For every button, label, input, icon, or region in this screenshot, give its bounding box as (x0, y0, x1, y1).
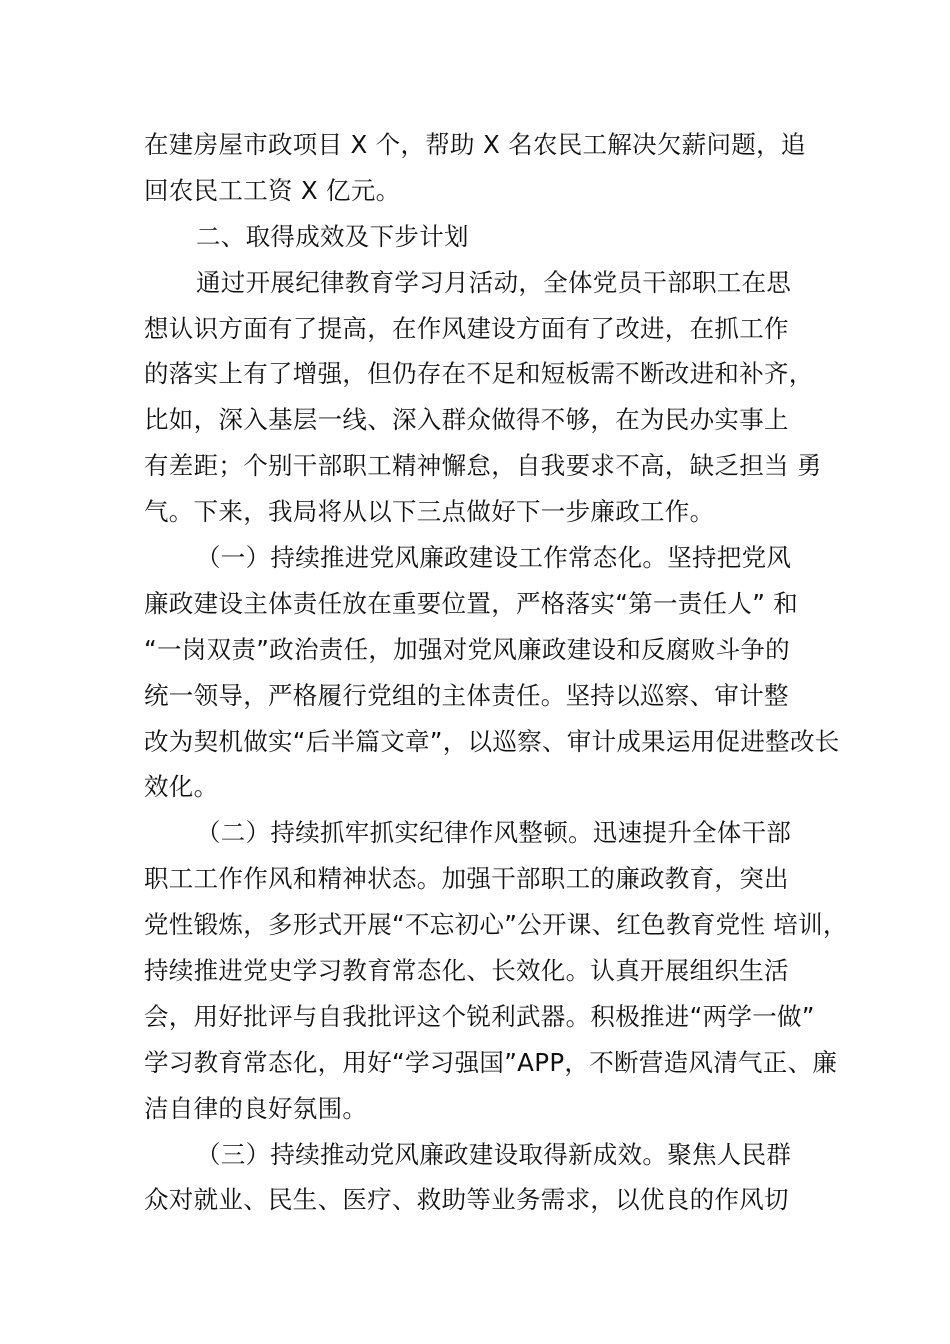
text-line: 想认识方面有了提高，在作风建设方面有了改进，在抓工作 (144, 313, 789, 343)
text-line: （一）持续推进党风廉政建设工作常态化。坚持把党风 (196, 543, 792, 573)
text-line: “一岗双责”政治责任，加强对党风廉政建设和反腐败斗争的 (144, 634, 790, 664)
text-line: 廉政建设主体责任放在重要位置，严格落实“第一责任人” 和 (144, 588, 799, 618)
text-line: 改为契机做实“后半篇文章”，以巡察、审计成果运用促进整改长 (144, 726, 840, 756)
text-line: 众对就业、民生、医疗、救助等业务需求，以优良的作风切 (144, 1185, 789, 1215)
text-line: 气。下来，我局将从以下三点做好下一步廉政工作。 (144, 497, 715, 527)
text-line: 比如，深入基层一线、深入群众做得不够，在为民办实事上 (144, 405, 789, 435)
text-line: 洁自律的良好氛围。 (144, 1093, 368, 1123)
text-line: 效化。 (144, 772, 219, 802)
text-line: 的落实上有了增强，但仍存在不足和短板需不断改进和补齐， (144, 359, 814, 389)
text-line: 通过开展纪律教育学习月活动，全体党员干部职工在思 (196, 267, 792, 297)
text-line: 持续推进党史学习教育常态化、长效化。认真开展组织生活 (144, 956, 789, 986)
text-line: 学习教育常态化，用好“学习强国”APP，不断营造风清气正、廉 (144, 1047, 838, 1077)
document-body (144, 122, 848, 1223)
text-line: （三）持续推动党风廉政建设取得新成效。聚焦人民群 (196, 1139, 792, 1169)
text-line: 会，用好批评与自我批评这个锐利武器。积极推进“两学一做” (144, 1001, 815, 1031)
text-line: 二、取得成效及下步计划 (196, 221, 469, 251)
text-line: 在建房屋市政项目 X 个，帮助 X 名农民工解决欠薪问题，追 (144, 130, 806, 159)
text-line: 有差距；个别干部职工精神懈怠，自我要求不高，缺乏担当 勇 (144, 451, 822, 481)
text-line: 职工工作作风和精神状态。加强干部职工的廉政教育，突出 (144, 864, 789, 894)
text-line: 回农民工工资 X 亿元。 (144, 175, 401, 205)
text-line: 统一领导，严格履行党组的主体责任。坚持以巡察、审计整 (144, 680, 789, 710)
text-line: （二）持续抓牢抓实纪律作风整顿。迅速提升全体干部 (196, 818, 792, 848)
text-line: 党性锻炼，多形式开展“不忘初心”公开课、红色教育党性 培训， (144, 910, 848, 940)
